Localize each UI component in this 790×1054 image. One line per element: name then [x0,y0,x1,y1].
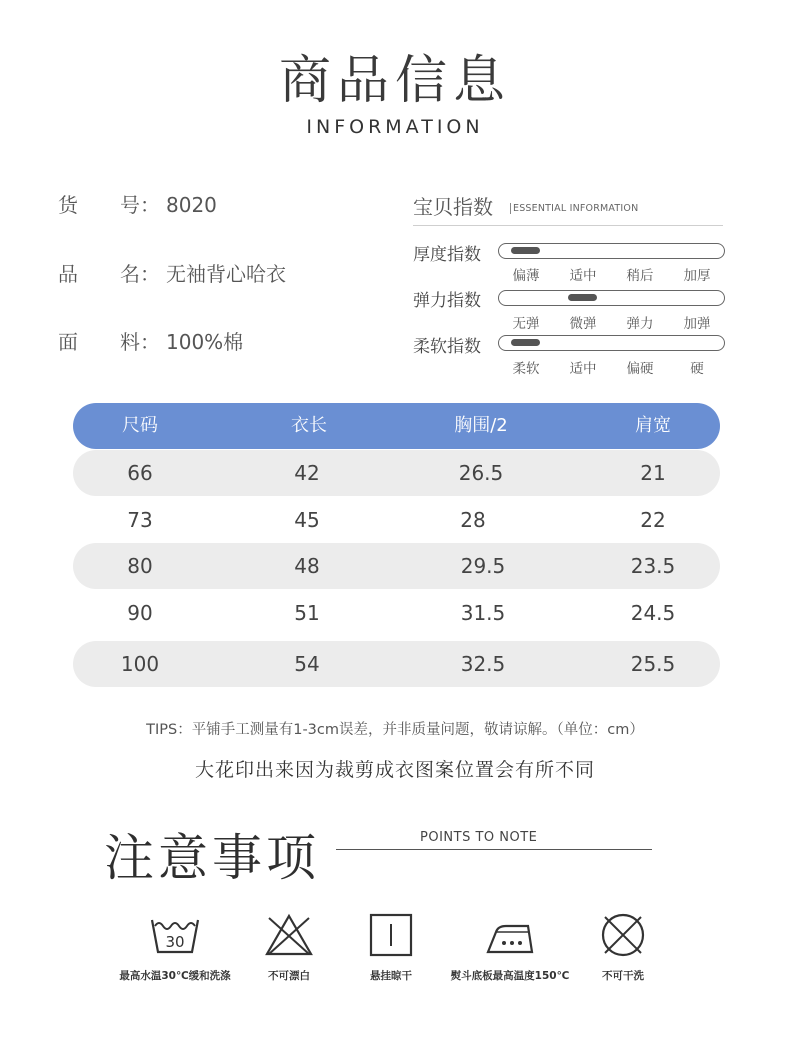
info-key-a: 货 [58,193,78,217]
info-key-b: 名： [120,262,160,286]
option-label: 柔软 [512,361,540,377]
index-title: 宝贝指数 [413,195,493,219]
index-title-en: ESSENTIAL INFORMATION [510,203,638,214]
care-label: 最高水温30℃缓和洗涤 [119,970,231,982]
elasticity-meter [498,290,725,306]
notes-title: 注意事项 [104,829,320,887]
option-label: 加弹 [683,316,711,332]
care-item-hang-dry [331,912,451,983]
table-row [73,590,720,636]
page-subtitle: INFORMATION [306,116,484,138]
table-cell: 28 [460,508,486,532]
table-cell: 51 [294,601,320,625]
care-label: 不可干洗 [602,970,644,982]
option-label: 稍后 [626,268,654,284]
option-label: 适中 [569,268,597,284]
table-row [73,450,720,496]
care-item-iron [450,912,570,983]
table-cell: 48 [294,554,320,578]
print-note: 大花印出来因为裁剪成衣图案位置会有所不同 [194,759,595,781]
info-key-a: 面 [58,330,78,354]
table-cell: 80 [127,554,153,578]
info-row-item-number [58,190,217,220]
iron-150-icon [484,912,536,958]
column-header-length: 衣长 [291,415,327,436]
info-value: 100%棉 [166,330,244,354]
info-value: 无袖背心哈衣 [166,262,286,286]
column-header-chest: 胸围/2 [454,415,508,436]
table-cell: 54 [294,652,320,676]
no-bleach-icon [263,912,315,958]
meter-knob [568,294,597,301]
table-row [73,497,720,543]
table-cell: 90 [127,601,153,625]
index-label-thickness: 厚度指数 [413,245,481,265]
index-divider [413,225,723,226]
size-table-header [73,403,720,449]
option-label: 偏硬 [626,361,654,377]
column-header-shoulder: 肩宽 [635,415,671,436]
option-label: 无弹 [512,316,540,332]
hang-dry-icon [365,912,417,958]
care-label: 不可漂白 [268,970,310,982]
thickness-meter [498,243,725,259]
softness-meter [498,335,725,351]
care-item-no-dry-clean [563,912,683,983]
care-label: 悬挂晾干 [370,970,412,982]
notes-subtitle: POINTS TO NOTE [420,830,538,845]
table-cell: 45 [294,508,320,532]
table-cell: 66 [127,461,153,485]
table-row [73,543,720,589]
info-value: 8020 [166,193,217,217]
option-label: 适中 [569,361,597,377]
option-label: 弹力 [626,316,654,332]
info-row-product-name [58,259,286,289]
meter-knob [511,247,540,254]
index-label-elasticity: 弹力指数 [413,291,481,311]
info-key-a: 品 [58,262,78,286]
table-cell: 42 [294,461,320,485]
option-label: 偏薄 [512,268,540,284]
wash-temp-number: 30 [165,933,185,951]
notes-divider [336,849,652,850]
table-cell: 29.5 [460,554,506,578]
option-label: 微弹 [569,316,597,332]
table-row [73,641,720,687]
table-cell: 23.5 [630,554,676,578]
table-cell: 73 [127,508,153,532]
info-key-b: 号： [120,193,160,217]
info-key-b: 料： [120,330,160,354]
page-title: 商品信息 [278,51,511,111]
index-label-softness: 柔软指数 [413,337,481,357]
table-cell: 21 [640,461,666,485]
meter-knob [511,339,540,346]
table-cell: 100 [120,652,160,676]
wash-30-icon [149,912,201,958]
column-header-size: 尺码 [122,415,158,436]
care-label: 熨斗底板最高温度150℃ [450,970,570,982]
table-cell: 26.5 [458,461,504,485]
option-label: 加厚 [683,268,711,284]
table-cell: 24.5 [630,601,676,625]
info-row-material [58,327,243,357]
option-label: 硬 [690,361,704,377]
table-cell: 25.5 [630,652,676,676]
table-cell: 22 [640,508,666,532]
table-cell: 32.5 [460,652,506,676]
no-dry-clean-icon [597,912,649,958]
care-item-wash [115,912,235,983]
measurement-tips: TIPS：平铺手工测量有1-3cm误差，并非质量问题，敬请谅解。（单位：cm） [146,722,644,738]
table-cell: 31.5 [460,601,506,625]
